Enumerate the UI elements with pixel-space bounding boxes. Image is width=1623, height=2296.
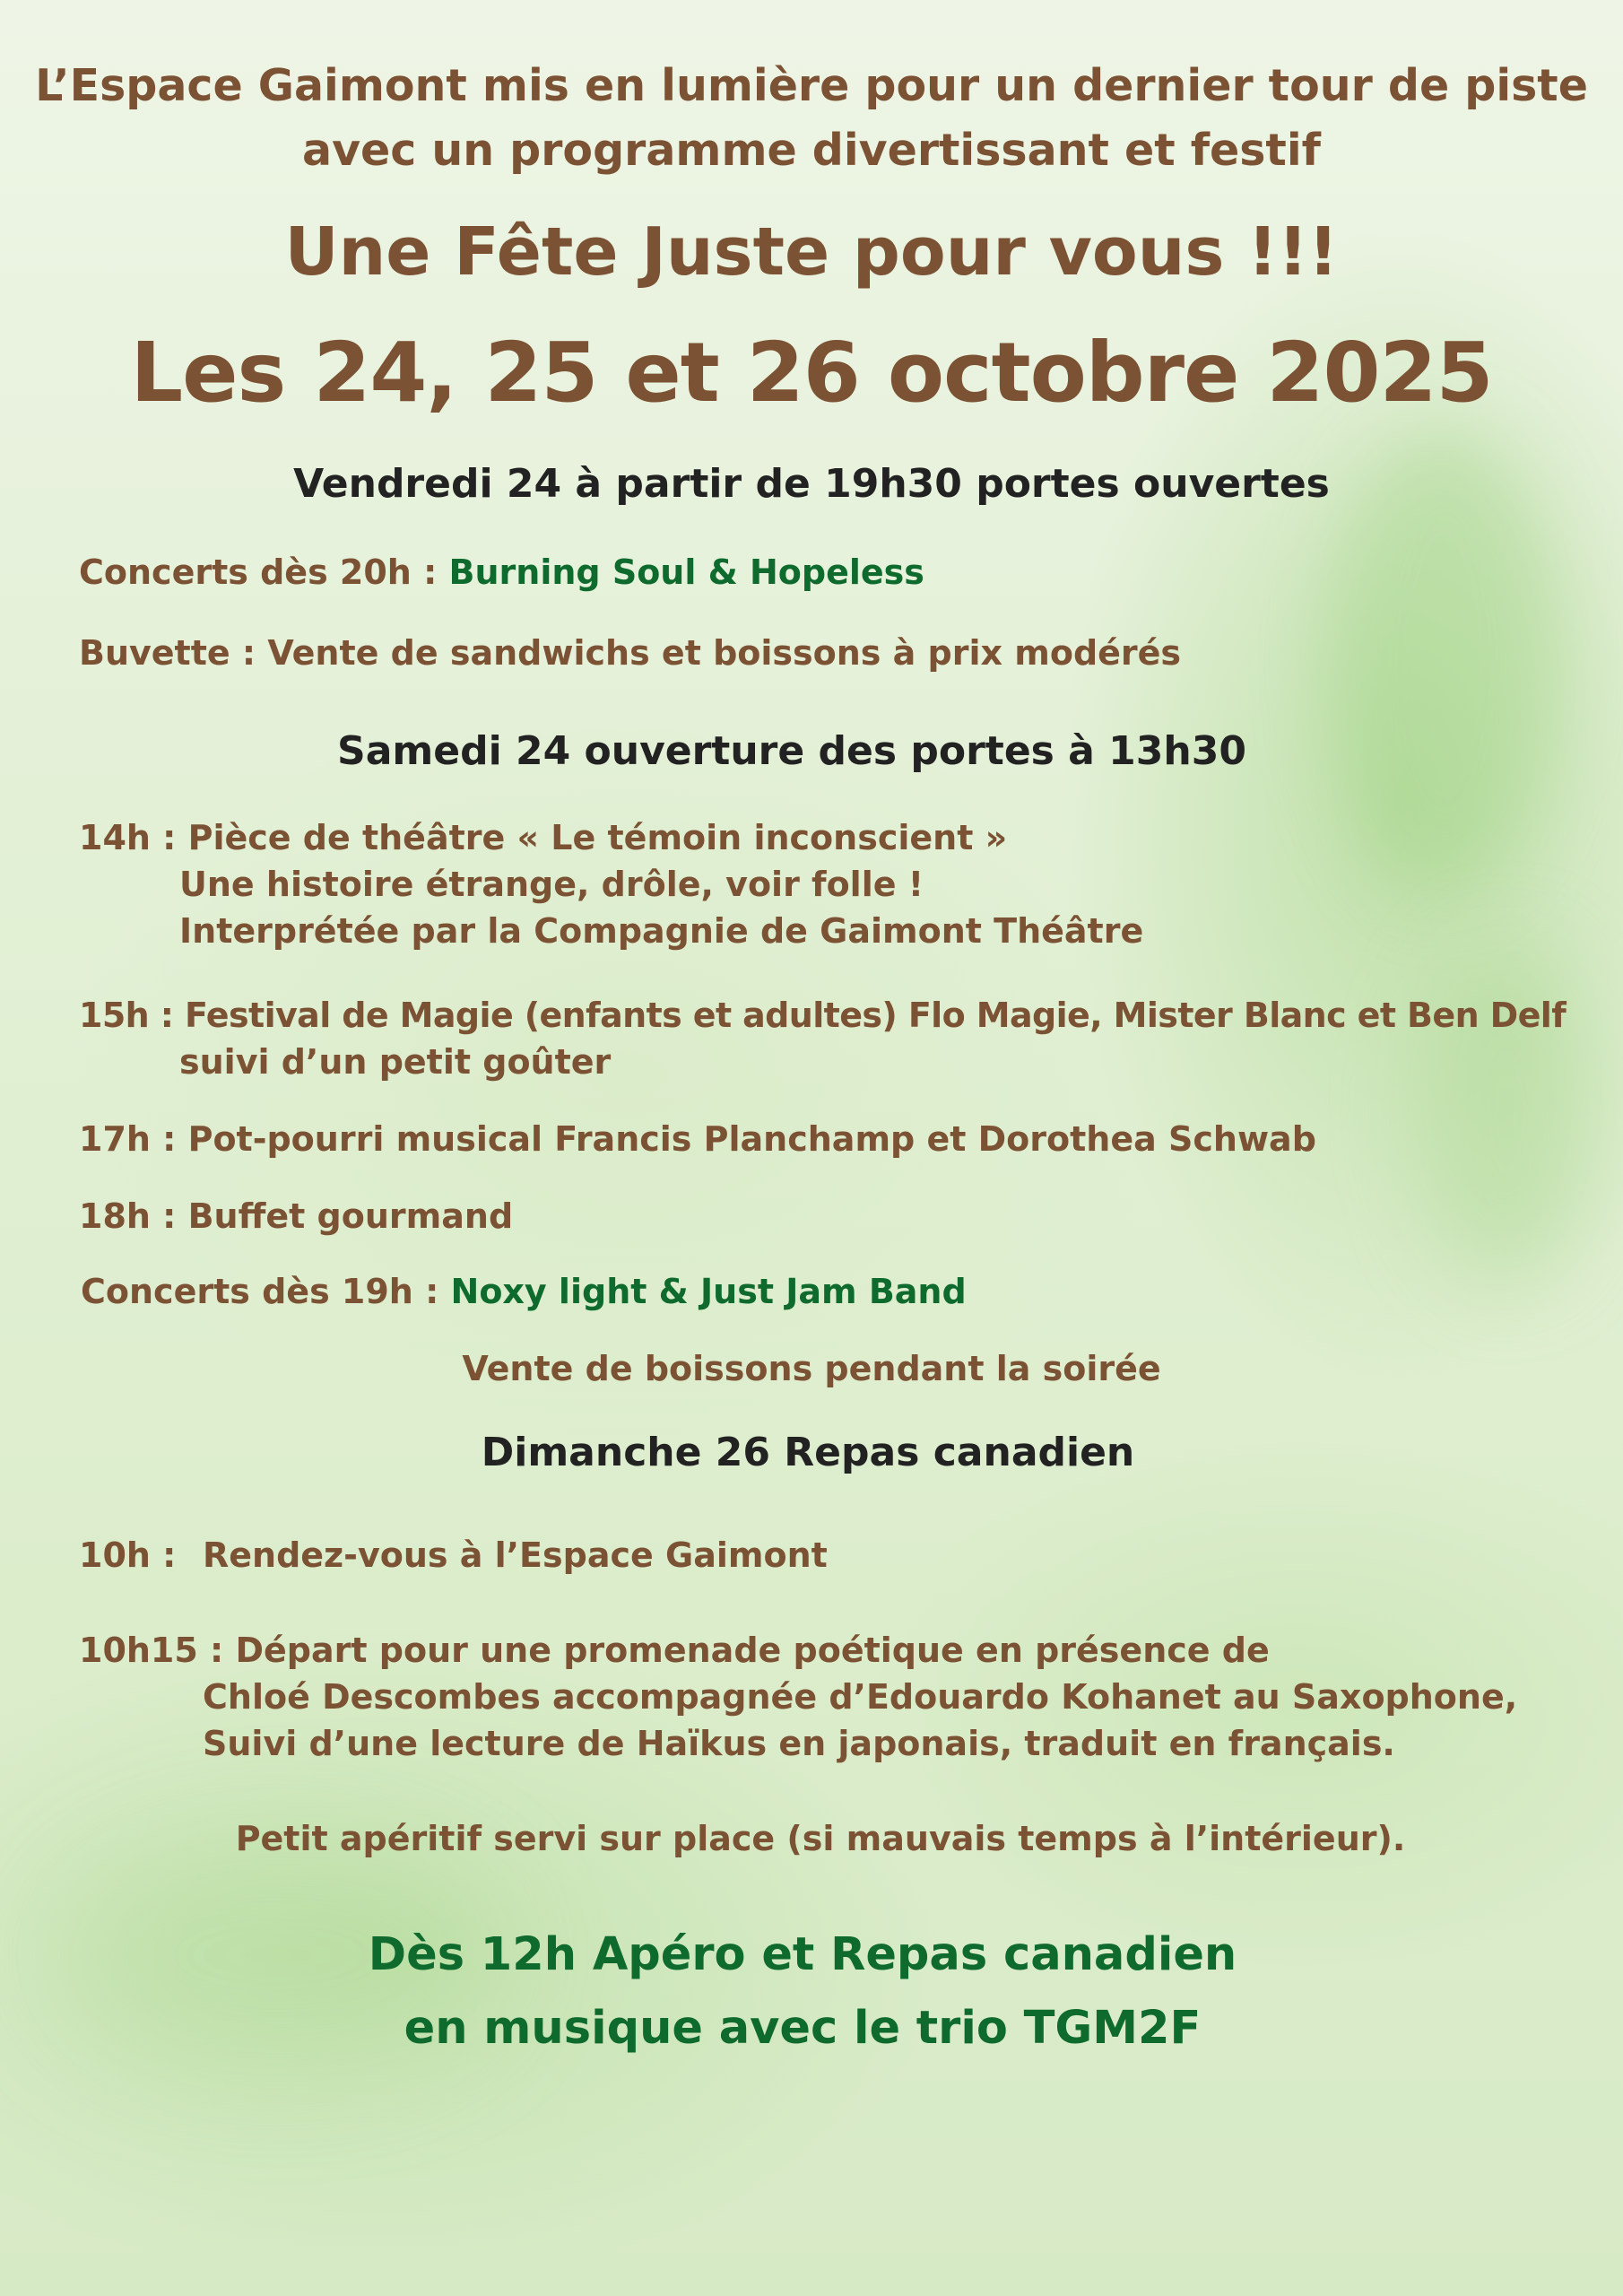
footer-line-2: en musique avec le trio TGM2F [404, 2002, 1202, 2055]
friday-concerts [79, 552, 924, 592]
saturday-magic-line-2: suivi d’un petit goûter [179, 1042, 612, 1082]
intro-line-1: L’Espace Gaimont mis en lumière pour un dernier tour de piste [35, 60, 1588, 111]
sunday-walk-line-2: Chloé Descombes accompagnée d’Edouardo Kohanet au Saxophone, [203, 1677, 1518, 1717]
saturday-potpourri: 17h : Pot-pourri musical Francis Planchamp et Dorothea Schwab [79, 1119, 1316, 1159]
watercolor-stain [1417, 942, 1596, 1283]
saturday-buffet: 18h : Buffet gourmand [79, 1196, 514, 1236]
saturday-magic-line-1: 15h : Festival de Magie (enfants et adultes) Flo Magie, Mister Blanc et Ben Delf [79, 996, 1567, 1035]
friday-concerts-bands: Burning Soul & Hopeless [448, 552, 924, 592]
saturday-theatre-line-1: 14h : Pièce de théâtre « Le témoin inconscient » [79, 818, 1008, 857]
saturday-theatre-line-3: Interprétée par la Compagnie de Gaimont Théâtre [179, 911, 1144, 951]
sunday-walk-line-3: Suivi d’une lecture de Haïkus en japonais, traduit en français. [203, 1724, 1395, 1763]
saturday-concerts-bands: Noxy light & Just Jam Band [450, 1272, 967, 1311]
saturday-theatre-line-2: Une histoire étrange, drôle, voir folle ! [179, 865, 924, 904]
sunday-rdv-time: 10h : [79, 1535, 177, 1575]
saturday-concerts-label: Concerts dès 19h : [81, 1272, 451, 1311]
friday-heading: Vendredi 24 à partir de 19h30 portes ouvertes [293, 461, 1330, 507]
saturday-heading: Samedi 24 ouverture des portes à 13h30 [337, 728, 1246, 774]
friday-buvette: Buvette : Vente de sandwichs et boissons à prix modérés [79, 633, 1182, 673]
intro-line-2: avec un programme divertissant et festif [302, 125, 1321, 176]
saturday-drinks: Vente de boissons pendant la soirée [462, 1349, 1161, 1388]
sunday-heading: Dimanche 26 Repas canadien [481, 1430, 1135, 1475]
footer-line-1: Dès 12h Apéro et Repas canadien [368, 1928, 1237, 1981]
sunday-walk-line-1: 10h15 : Départ pour une promenade poétique en présence de [79, 1631, 1270, 1670]
event-dates: Les 24, 25 et 26 octobre 2025 [130, 325, 1493, 421]
saturday-concerts [81, 1272, 967, 1311]
friday-concerts-label: Concerts dès 20h : [79, 552, 449, 592]
sunday-rdv-text: Rendez-vous à l’Espace Gaimont [203, 1535, 828, 1575]
poster-title: Une Fête Juste pour vous !!! [284, 213, 1339, 291]
sunday-aperitif: Petit apéritif servi sur place (si mauvais temps à l’intérieur). [235, 1819, 1406, 1858]
